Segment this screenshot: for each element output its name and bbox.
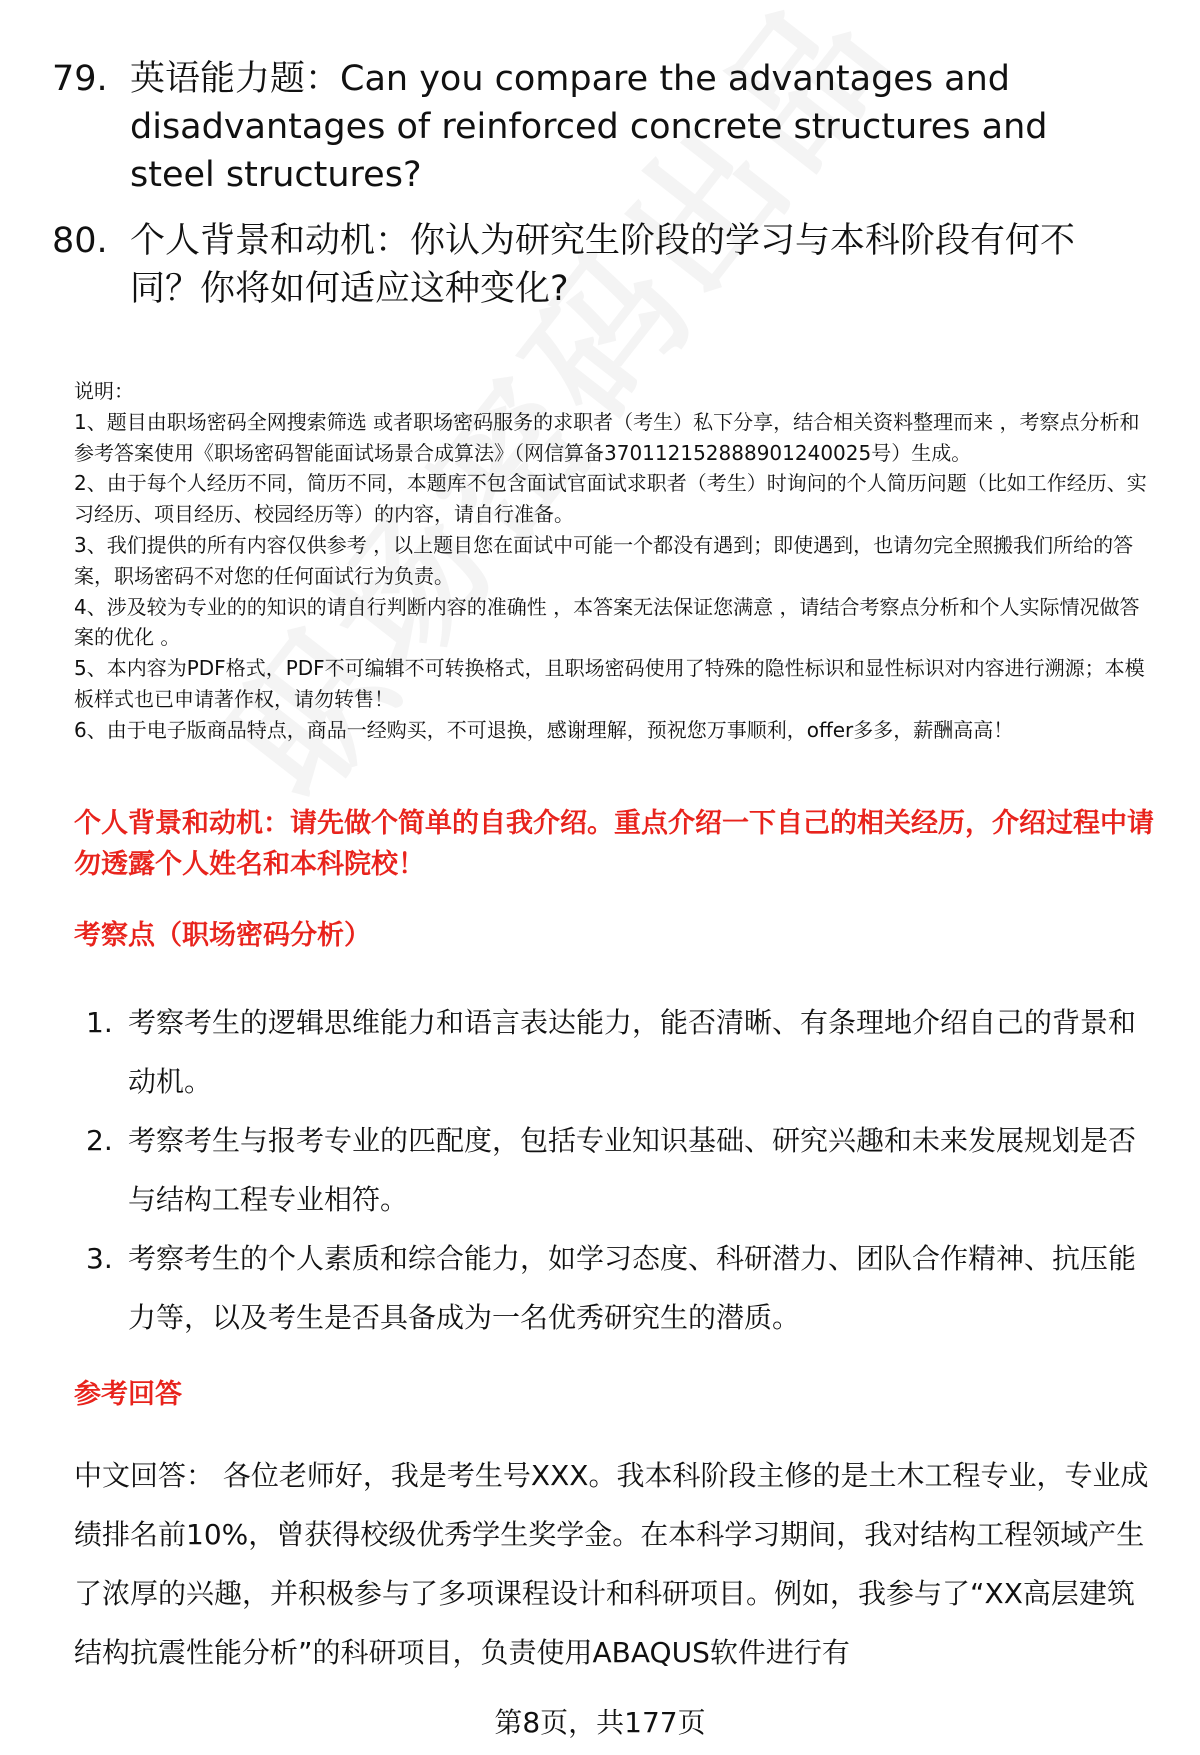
point-number: 2. [86,1124,113,1157]
answer-text: 中文回答： 各位老师好，我是考生号XXX。我本科阶段主修的是土木工程专业，专业成绩排名前10%，曾获得校级优秀学生奖学金。在本科学习期间，我对结构工程领域产生了浓厚的兴趣，并积极参与了多项课程设计和科研项目。例如，我参与了“XX高层建筑结构抗震性能分析”的科研项目，负责使用ABAQUS软件进行有 [74,1459,1149,1669]
point-text: 考察考生与报考专业的匹配度，包括专业知识基础、研究兴趣和未来发展规划是否与结构工程专业相符。 [128,1124,1137,1216]
page-footer: 第8页，共177页 [494,1706,706,1739]
question-text: 个人背景和动机：你认为研究生阶段的学习与本科阶段有何不同？你将如何适应这种变化? [130,221,1076,309]
question-number: 79. [52,59,108,99]
question-heading: 个人背景和动机：请先做个简单的自我介绍。重点介绍一下自己的相关经历，介绍过程中请勿透露个人姓名和本科院校！ [74,808,1154,880]
point-item [86,1229,1156,1347]
point-item [86,1111,1156,1229]
note-item: 4、涉及较为专业的的知识的请自行判断内容的准确性 ，本答案无法保证您满意 ，请结合考察点分析和个人实际情况做答案的优化 。 [74,594,1140,650]
point-item [86,993,1156,1111]
note-item: 3、我们提供的所有内容仅供参考 ，以上题目您在面试中可能一个都没有遇到；即使遇到，也请勿完全照搬我们所给的答案，职场密码不对您的任何面试行为负责。 [74,532,1134,588]
note-item: 2、由于每个人经历不同，简历不同，本题库不包含面试官面试求职者（考生）时询问的个人简历问题（比如工作经历、实习经历、项目经历、校园经历等）的内容，请自行准备。 [74,471,1147,527]
points-heading: 考察点（职场密码分析） [74,920,371,951]
point-text: 考察考生的个人素质和综合能力，如学习态度、科研潜力、团队合作精神、抗压能力等，以及考生是否具备成为一名优秀研究生的潜质。 [128,1242,1137,1334]
points-list [86,993,1156,1347]
note-item: 1、题目由职场密码全网搜索筛选 或者职场密码服务的求职者（考生）私下分享，结合相关资料整理而来 ，考察点分析和参考答案使用《职场密码智能面试场景合成算法》（网信算备370112152888901240025号）生成。 [74,409,1140,465]
question-number: 80. [52,221,108,261]
notes-section [74,376,1154,746]
notes-title: 说明： [74,379,134,403]
question-80 [52,217,1142,313]
note-item: 6、由于电子版商品特点，商品一经购买，不可退换，感谢理解，预祝您万事顺利，offer多多，薪酬高高！ [74,717,1014,742]
point-text: 考察考生的逻辑思维能力和语言表达能力，能否清晰、有条理地介绍自己的背景和动机。 [128,1006,1137,1098]
point-number: 3. [86,1242,113,1275]
note-item: 5、本内容为PDF格式，PDF不可编辑不可转换格式，且职场密码使用了特殊的隐性标识和显性标识对内容进行溯源；本模板样式也已申请著作权，请勿转售！ [74,656,1145,711]
question-79 [52,55,1142,199]
answer-heading: 参考回答 [74,1379,182,1410]
point-number: 1. [86,1006,113,1039]
question-text: 英语能力题：Can you compare the advantages and disadvantages of reinforced concrete structures and steel structures? [130,59,1048,195]
